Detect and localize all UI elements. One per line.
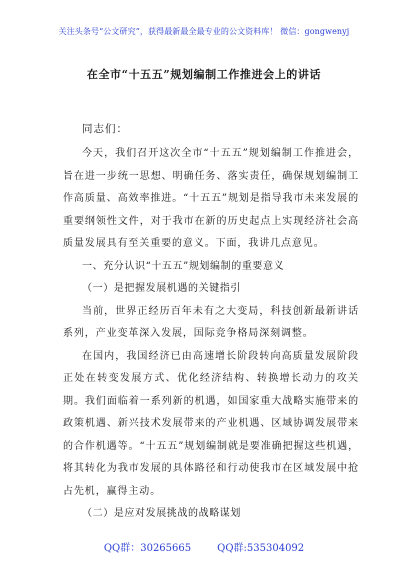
paragraph-1b: 在国内，我国经济已由高速增长阶段转向高质量发展阶段正处在转变发展方式、优化经济结构、转换增长动力的攻关期。我们面临着一系列新的机遇，如国家重大战略实施带来的政策机遇、新兴技术发展带来的产业机遇、区域协调发展带来的合作机遇等。“十五五”规划编制就是要准确把握这些机遇，将其转化为我市发展的具体路径和行动使我市在区域发展中抢占先机，赢得主动。 xyxy=(63,350,359,497)
paragraph-1a: 当前，世界正经历百年未有之大变局，科技创新最新讲话系列，产业变革深入发展，国际竞争格局深刻调整。 xyxy=(63,305,359,339)
footer xyxy=(0,539,408,554)
document-body xyxy=(63,118,359,526)
document-title: 在全市“十五五”规划编制工作推进会上的讲话 xyxy=(86,68,322,81)
subsection-heading-2: （二）是应对发展挑战的战略谋划 xyxy=(82,508,241,519)
footer-qq-group-1: QQ群：30265665 xyxy=(103,543,192,554)
intro-paragraph: 今天，我们召开这次全市“十五五”规划编制工作推进会，旨在进一步统一思想、明确任务、落实责任，确保规划编制工作高质量、高效率推进。“十五五”规划是指导我市未来发展的重要纲领性文件，对于我市在新的历史起点上实现经济社会高质量发展具有至关重要的意义。下面，我讲几点意见。 xyxy=(63,148,359,249)
header-banner: 关注头条号“公文研究”，获得最新最全最专业的公文资料库！ 微信：gongwenyj xyxy=(58,27,350,36)
salutation: 同志们： xyxy=(82,123,128,135)
footer-qq-group-2: QQ群:535304092 xyxy=(217,543,305,554)
section-heading-1: 一、充分认识“十五五”规划编制的重要意义 xyxy=(82,260,285,272)
subsection-heading-1: （一）是把握发展机遇的关键指引 xyxy=(82,283,241,294)
